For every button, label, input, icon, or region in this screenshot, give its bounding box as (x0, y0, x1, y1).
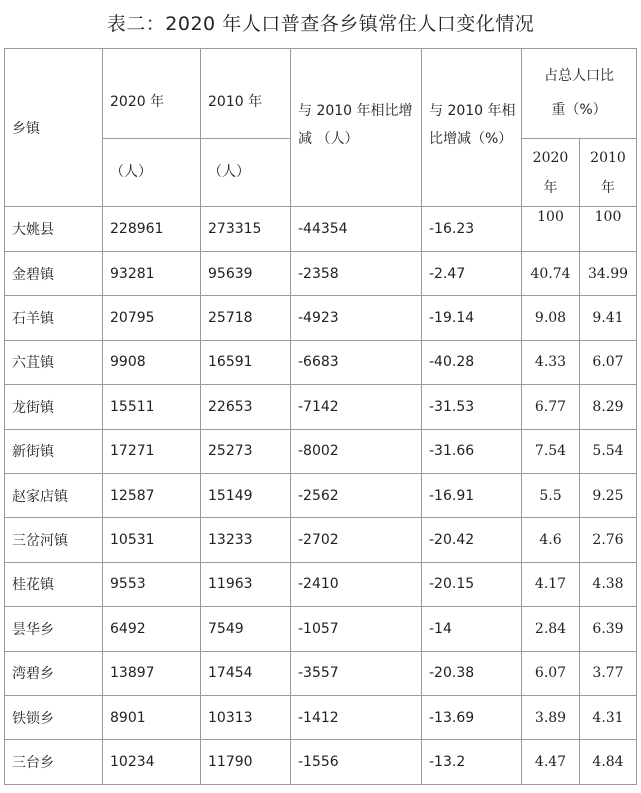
table-row (5, 740, 637, 784)
cell-share-2010: 4.84 (580, 740, 637, 784)
cell-town: 金碧镇 (5, 252, 103, 296)
cell-pop-2020: 9908 (103, 340, 201, 384)
cell-share-2010: 4.38 (580, 562, 637, 606)
table-row (5, 651, 637, 695)
cell-pop-2020: 9553 (103, 562, 201, 606)
cell-change: -44354 (291, 207, 422, 252)
cell-share-2010: 8.29 (580, 385, 637, 429)
cell-change: -7142 (291, 385, 422, 429)
cell-pop-2020: 20795 (103, 296, 201, 340)
table-row (5, 340, 637, 384)
cell-change-pct: -19.14 (422, 296, 522, 340)
cell-pop-2010: 95639 (201, 252, 291, 296)
table-title: 表二：2020 年人口普查各乡镇常住人口变化情况 (106, 13, 535, 35)
cell-share-2010: 6.39 (580, 607, 637, 651)
cell-pop-2010: 25718 (201, 296, 291, 340)
table-body (5, 207, 637, 785)
header-2020: 2020 年 (103, 49, 201, 139)
cell-pop-2010: 17454 (201, 651, 291, 695)
header-change-line1: 与 2010 年相比增 (298, 103, 413, 119)
cell-share-2020: 6.07 (522, 651, 580, 695)
cell-share-2010: 4.31 (580, 695, 637, 739)
cell-pop-2020: 6492 (103, 607, 201, 651)
cell-change: -2410 (291, 562, 422, 606)
cell-pop-2020: 13897 (103, 651, 201, 695)
cell-share-2020: 6.77 (522, 385, 580, 429)
cell-pop-2020: 10234 (103, 740, 201, 784)
cell-pop-2010: 22653 (201, 385, 291, 429)
cell-town: 赵家店镇 (5, 473, 103, 517)
cell-town: 三岔河镇 (5, 518, 103, 562)
table-row (5, 429, 637, 473)
table-row (5, 607, 637, 651)
cell-change: -2702 (291, 518, 422, 562)
table-row (5, 252, 637, 296)
cell-pop-2010: 16591 (201, 340, 291, 384)
cell-pop-2020: 12587 (103, 473, 201, 517)
cell-pop-2010: 273315 (201, 207, 291, 252)
cell-share-2010: 9.25 (580, 473, 637, 517)
cell-pop-2010: 10313 (201, 695, 291, 739)
cell-change: -1556 (291, 740, 422, 784)
cell-town: 三台乡 (5, 740, 103, 784)
cell-change-pct: -2.47 (422, 252, 522, 296)
header-share-2020-year: 2020 (532, 150, 569, 166)
cell-change-pct: -13.69 (422, 695, 522, 739)
cell-town: 铁锁乡 (5, 695, 103, 739)
population-table (4, 48, 637, 785)
cell-pop-2020: 8901 (103, 695, 201, 739)
header-change (291, 49, 422, 207)
header-share (522, 49, 637, 139)
header-share-2020 (522, 139, 580, 207)
cell-change-pct: -16.23 (422, 207, 522, 252)
cell-town: 桂花镇 (5, 562, 103, 606)
header-share-2010-year: 2010 (590, 150, 626, 166)
table-row (5, 385, 637, 429)
cell-pop-2010: 11790 (201, 740, 291, 784)
header-town: 乡镇 (5, 49, 103, 207)
cell-town: 昙华乡 (5, 607, 103, 651)
cell-share-2020: 40.74 (522, 252, 580, 296)
cell-change-pct: -16.91 (422, 473, 522, 517)
cell-pop-2020: 10531 (103, 518, 201, 562)
cell-share-2010: 9.41 (580, 296, 637, 340)
cell-share-2020: 4.17 (522, 562, 580, 606)
cell-town: 龙街镇 (5, 385, 103, 429)
table-row (5, 473, 637, 517)
cell-change-pct: -20.42 (422, 518, 522, 562)
cell-share-2020: 2.84 (522, 607, 580, 651)
header-2010: 2010 年 (201, 49, 291, 139)
cell-change-pct: -20.38 (422, 651, 522, 695)
cell-change-pct: -40.28 (422, 340, 522, 384)
cell-share-2020: 9.08 (522, 296, 580, 340)
cell-pop-2010: 25273 (201, 429, 291, 473)
cell-town: 新街镇 (5, 429, 103, 473)
cell-share-2020: 7.54 (522, 429, 580, 473)
cell-town: 石羊镇 (5, 296, 103, 340)
cell-share-2010: 6.07 (580, 340, 637, 384)
cell-share-2020: 4.33 (522, 340, 580, 384)
header-pct-line1: 与 2010 年相 (429, 103, 516, 119)
cell-pop-2010: 11963 (201, 562, 291, 606)
header-2010-unit: （人） (201, 139, 291, 207)
cell-pop-2020: 93281 (103, 252, 201, 296)
header-share-2020-suffix: 年 (543, 180, 558, 196)
cell-share-2010: 100 (580, 207, 637, 252)
header-change-line2: 减 （人） (298, 131, 359, 147)
cell-town: 湾碧乡 (5, 651, 103, 695)
cell-share-2020: 100 (522, 207, 580, 252)
cell-pop-2020: 228961 (103, 207, 201, 252)
table-row (5, 695, 637, 739)
table-row (5, 562, 637, 606)
cell-share-2020: 4.47 (522, 740, 580, 784)
cell-change: -1412 (291, 695, 422, 739)
cell-town: 六苴镇 (5, 340, 103, 384)
cell-pop-2020: 17271 (103, 429, 201, 473)
header-share-line1: 占总人口比 (544, 68, 614, 84)
cell-change-pct: -14 (422, 607, 522, 651)
cell-change-pct: -31.53 (422, 385, 522, 429)
cell-pop-2020: 15511 (103, 385, 201, 429)
cell-pop-2010: 15149 (201, 473, 291, 517)
cell-change: -3557 (291, 651, 422, 695)
header-2020-unit: （人） (103, 139, 201, 207)
cell-change: -4923 (291, 296, 422, 340)
cell-share-2010: 5.54 (580, 429, 637, 473)
header-pct (422, 49, 522, 207)
header-row-top (5, 49, 637, 139)
cell-share-2010: 2.76 (580, 518, 637, 562)
cell-change: -6683 (291, 340, 422, 384)
cell-change-pct: -13.2 (422, 740, 522, 784)
cell-change: -2562 (291, 473, 422, 517)
cell-pop-2010: 7549 (201, 607, 291, 651)
table-row (5, 207, 637, 252)
cell-town: 大姚县 (5, 207, 103, 252)
cell-change-pct: -20.15 (422, 562, 522, 606)
cell-share-2020: 3.89 (522, 695, 580, 739)
cell-change: -8002 (291, 429, 422, 473)
cell-share-2010: 34.99 (580, 252, 637, 296)
cell-share-2020: 5.5 (522, 473, 580, 517)
header-pct-line2: 比增减（%） (429, 131, 513, 147)
header-share-2010-suffix: 年 (601, 180, 615, 196)
cell-share-2010: 3.77 (580, 651, 637, 695)
table-row (5, 296, 637, 340)
table-row (5, 518, 637, 562)
cell-share-2020: 4.6 (522, 518, 580, 562)
cell-pop-2010: 13233 (201, 518, 291, 562)
cell-change: -1057 (291, 607, 422, 651)
header-share-2010 (580, 139, 637, 207)
header-share-line2: 重（%） (551, 102, 607, 118)
cell-change: -2358 (291, 252, 422, 296)
cell-change-pct: -31.66 (422, 429, 522, 473)
